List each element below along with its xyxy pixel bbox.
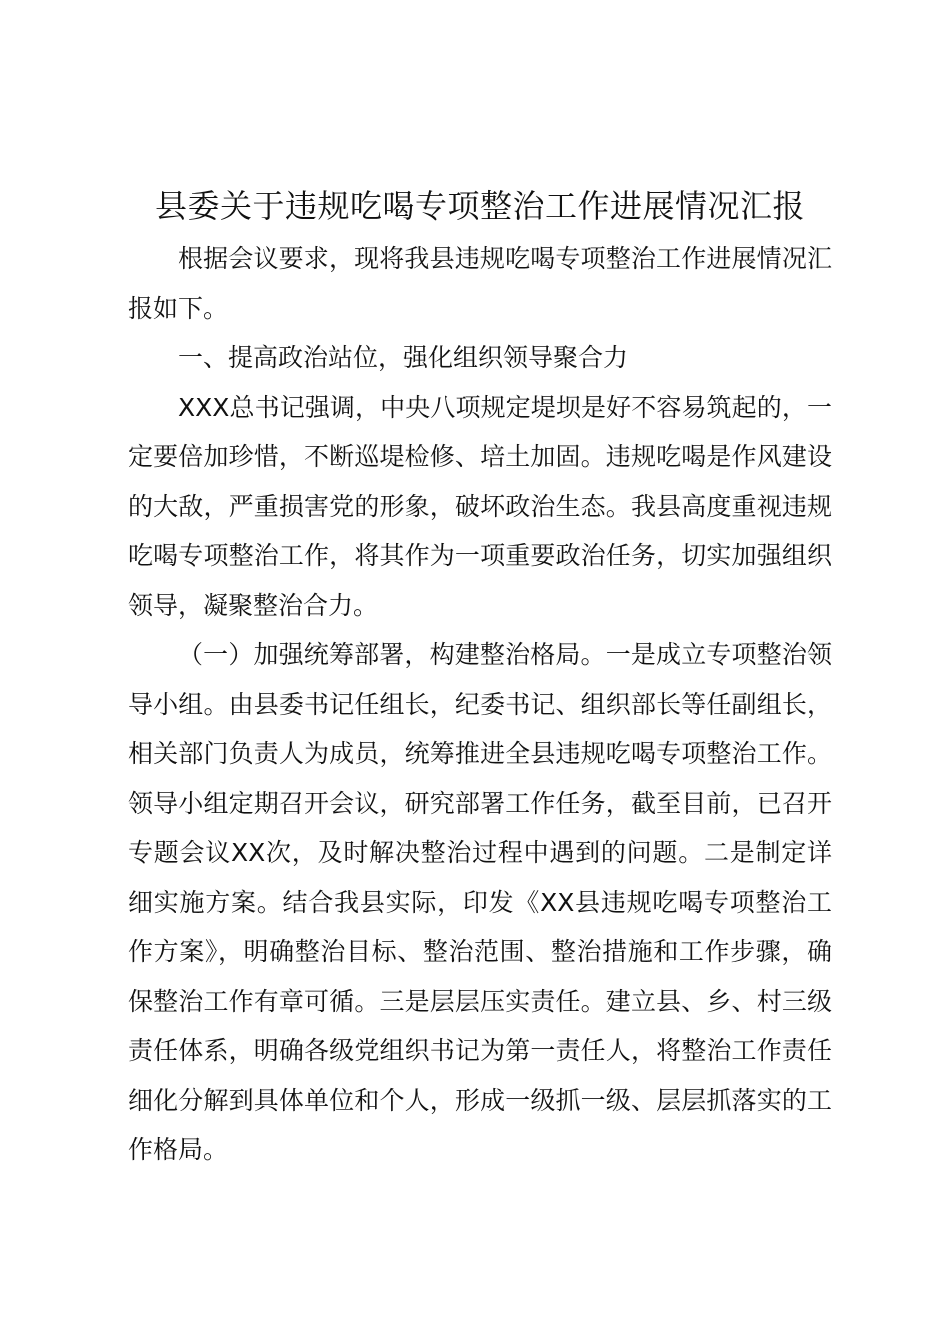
intro-paragraph: 根据会议要求，现将我县违规吃喝专项整治工作进展情况汇报如下。	[128, 244, 832, 323]
subsection-1-paragraph: （一）加强统筹部署，构建整治格局。一是成立专项整治领导小组。由县委书记任组长，纪委书记、组织部长等任副组长，相关部门负责人为成员，统筹推进全县违规吃喝专项整治工作。领导小组定期召开会议，研究部署工作任务，截至目前，已召开专题会议XX次，及时解决整治过程中遇到的问题。二是制定详细实施方案。结合我县实际，印发《XX县违规吃喝专项整治工作方案》，明确整治目标、整治范围、整治措施和工作步骤，确保整治工作有章可循。三是层层压实责任。建立县、乡、村三级责任体系，明确各级党组织书记为第一责任人，将整治工作责任细化分解到具体单位和个人，形成一级抓一级、层层抓落实的工作格局。	[128, 640, 832, 1164]
document-title: 县委关于违规吃喝专项整治工作进展情况汇报	[154, 187, 805, 225]
document-body	[128, 178, 832, 1175]
section-heading-1: 一、提高政治站位，强化组织领导聚合力	[178, 343, 629, 372]
section-1-paragraph: XXX总书记强调，中央八项规定堤坝是好不容易筑起的，一定要倍加珍惜，不断巡堤检修、培土加固。违规吃喝是作风建设的大敌，严重损害党的形象，破坏政治生态。我县高度重视违规吃喝专项整治工作，将其作为一项重要政治任务，切实加强组织领导，凝聚整治合力。	[128, 392, 832, 620]
